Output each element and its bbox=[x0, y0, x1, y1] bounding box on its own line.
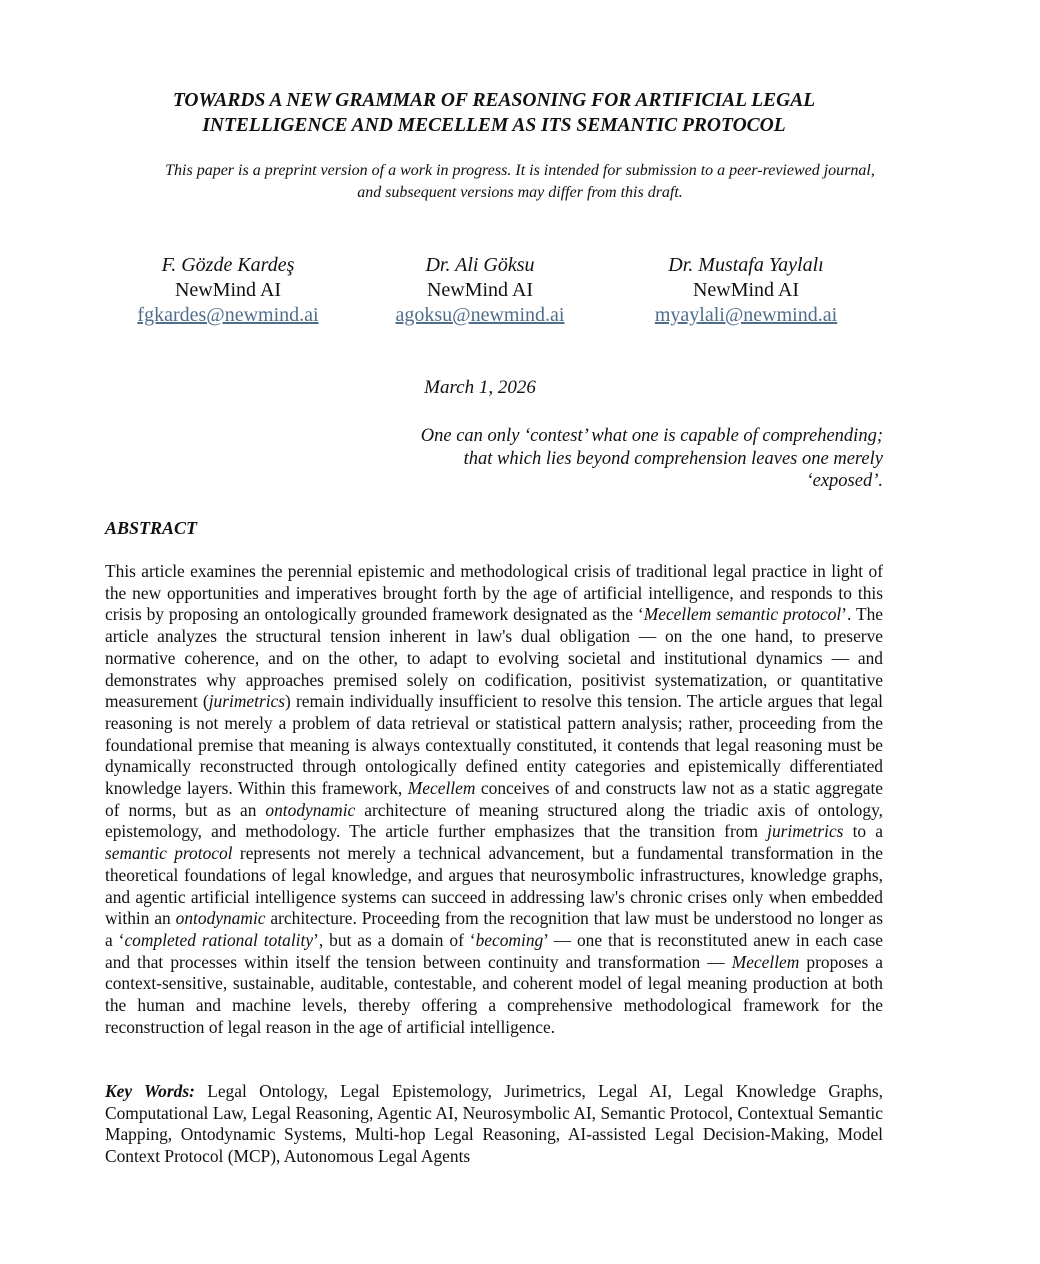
abstract-emphasis: completed rational totality bbox=[124, 929, 314, 950]
abstract-emphasis: semantic protocol bbox=[105, 843, 233, 864]
abstract-emphasis: Mecellem semantic protocol bbox=[643, 604, 842, 625]
title-line-2: INTELLIGENCE AND MECELLEM AS ITS SEMANTIC PROTOCOL bbox=[202, 115, 786, 136]
abstract-text: architecture of meaning structured along the triadic axis of ontology, epistemology, and methodology. The article further emphasizes that the transition from bbox=[105, 799, 883, 842]
abstract-emphasis: Mecellem bbox=[731, 951, 800, 972]
author-name: Dr. Ali Göksu bbox=[425, 254, 535, 276]
abstract-text: proposes a context-sensitive, sustainable, auditable, contestable, and coherent model of legal meaning production at both the human and machine levels, thereby offering a comprehensive methodological framework for the reconstruction of legal reason in the age of artificial intelligence. bbox=[105, 951, 883, 1037]
paper-date: March 1, 2026 bbox=[424, 377, 536, 398]
author-affiliation: NewMind AI bbox=[692, 279, 800, 301]
preprint-line-1: This paper is a preprint version of a work in progress. It is intended for submission to a peer-reviewed journal, bbox=[165, 162, 875, 179]
abstract-text: architecture. Proceeding from the recognition that law must be understood no longer as a ‘ bbox=[105, 908, 884, 950]
epigraph-line-2: that which lies beyond comprehension leaves one merely bbox=[463, 448, 883, 469]
abstract-text: ’, but as a domain of ‘ bbox=[313, 929, 476, 950]
abstract-text: ’ — one that is reconstituted anew in each case and that processes within itself the tension between continuity and transformation — bbox=[105, 929, 883, 972]
abstract-emphasis: ontodynamic bbox=[265, 799, 356, 820]
abstract-text: represents not merely a technical advancement, but a fundamental transformation in the theoretical foundations of legal knowledge, and argues that neurosymbolic infrastructures, knowledge graphs, and agentic artificial intelligence systems can succeed in addressing law's chronic crises only when embedded within an bbox=[105, 843, 883, 929]
abstract-text: ’. The article analyzes the structural tension inherent in law's dual obligation — on the one hand, to preserve normative coherence, and on the other, to adapt to evolving societal and institutional dynamics — and demonstrates why approaches premised solely on codification, positivist systematization, or quantitative measurement ( bbox=[105, 604, 883, 712]
author-affiliation: NewMind AI bbox=[174, 279, 282, 301]
abstract-emphasis: jurimetrics bbox=[767, 821, 844, 842]
preprint-line-2: and subsequent versions may differ from this draft. bbox=[357, 183, 683, 201]
keywords-paragraph bbox=[105, 1081, 883, 1168]
epigraph bbox=[380, 425, 883, 493]
abstract-emphasis: ontodynamic bbox=[175, 908, 266, 929]
author-name: Dr. Mustafa Yaylalı bbox=[668, 254, 824, 276]
abstract-emphasis: Mecellem bbox=[407, 778, 476, 799]
author-affiliation: NewMind AI bbox=[426, 279, 534, 301]
keywords-label: Key Words: bbox=[105, 1081, 195, 1101]
author-email-link[interactable]: agoksu@newmind.ai bbox=[395, 304, 565, 326]
abstract-text: ) remain individually insufficient to resolve this tension. The article argues that legal reasoning is not merely a problem of data retrieval or statistical pattern analysis; rather, proceeding from the foundational premise that meaning is always contextually constituted, it contends that legal reasoning must be dynamically reconstructed through ontologically defined entity categories and epistemically differentiated knowledge layers. Within this framework, bbox=[105, 691, 883, 799]
abstract-text: conceives of and constructs law not as a static aggregate of norms, but as an bbox=[105, 778, 884, 820]
abstract-emphasis: jurimetrics bbox=[208, 691, 286, 712]
abstract-text: This article examines the perennial epistemic and methodological crisis of traditional legal practice in light of the new opportunities and imperatives brought forth by the age of artificial intelligence, and responds to this crisis by proposing an ontologically grounded framework designated as the ‘ bbox=[105, 561, 883, 625]
author-name: F. Gözde Kardeş bbox=[161, 254, 295, 276]
abstract-body bbox=[105, 561, 883, 1038]
author-email-link[interactable]: myaylali@newmind.ai bbox=[654, 304, 838, 326]
epigraph-line-1: One can only ‘contest’ what one is capable of comprehending; bbox=[420, 426, 883, 446]
author-block-1 bbox=[108, 253, 348, 328]
title-line-1: TOWARDS A NEW GRAMMAR OF REASONING FOR ARTIFICIAL LEGAL bbox=[172, 90, 816, 111]
preprint-notice bbox=[60, 160, 980, 203]
abstract-emphasis: becoming bbox=[475, 929, 544, 950]
author-block-2 bbox=[360, 253, 600, 328]
author-email-link[interactable]: fgkardes@newmind.ai bbox=[137, 304, 319, 326]
keywords-list: Legal Ontology, Legal Epistemology, Jurimetrics, Legal AI, Legal Knowledge Graphs, Computational Law, Legal Reasoning, Agentic AI, Neurosymbolic AI, Semantic Protocol, Contextual Semantic Mapping, Ontodynamic Systems, Multi-hop Legal Reasoning, AI-assisted Legal Decision-Making, Model Context Protocol (MCP), Autonomous Legal Agents bbox=[105, 1081, 883, 1167]
abstract-heading: ABSTRACT bbox=[105, 518, 198, 538]
author-block-3 bbox=[626, 253, 866, 328]
epigraph-line-3: ‘exposed’. bbox=[806, 471, 883, 491]
paper-title bbox=[105, 88, 883, 138]
abstract-text: to a bbox=[843, 821, 883, 842]
